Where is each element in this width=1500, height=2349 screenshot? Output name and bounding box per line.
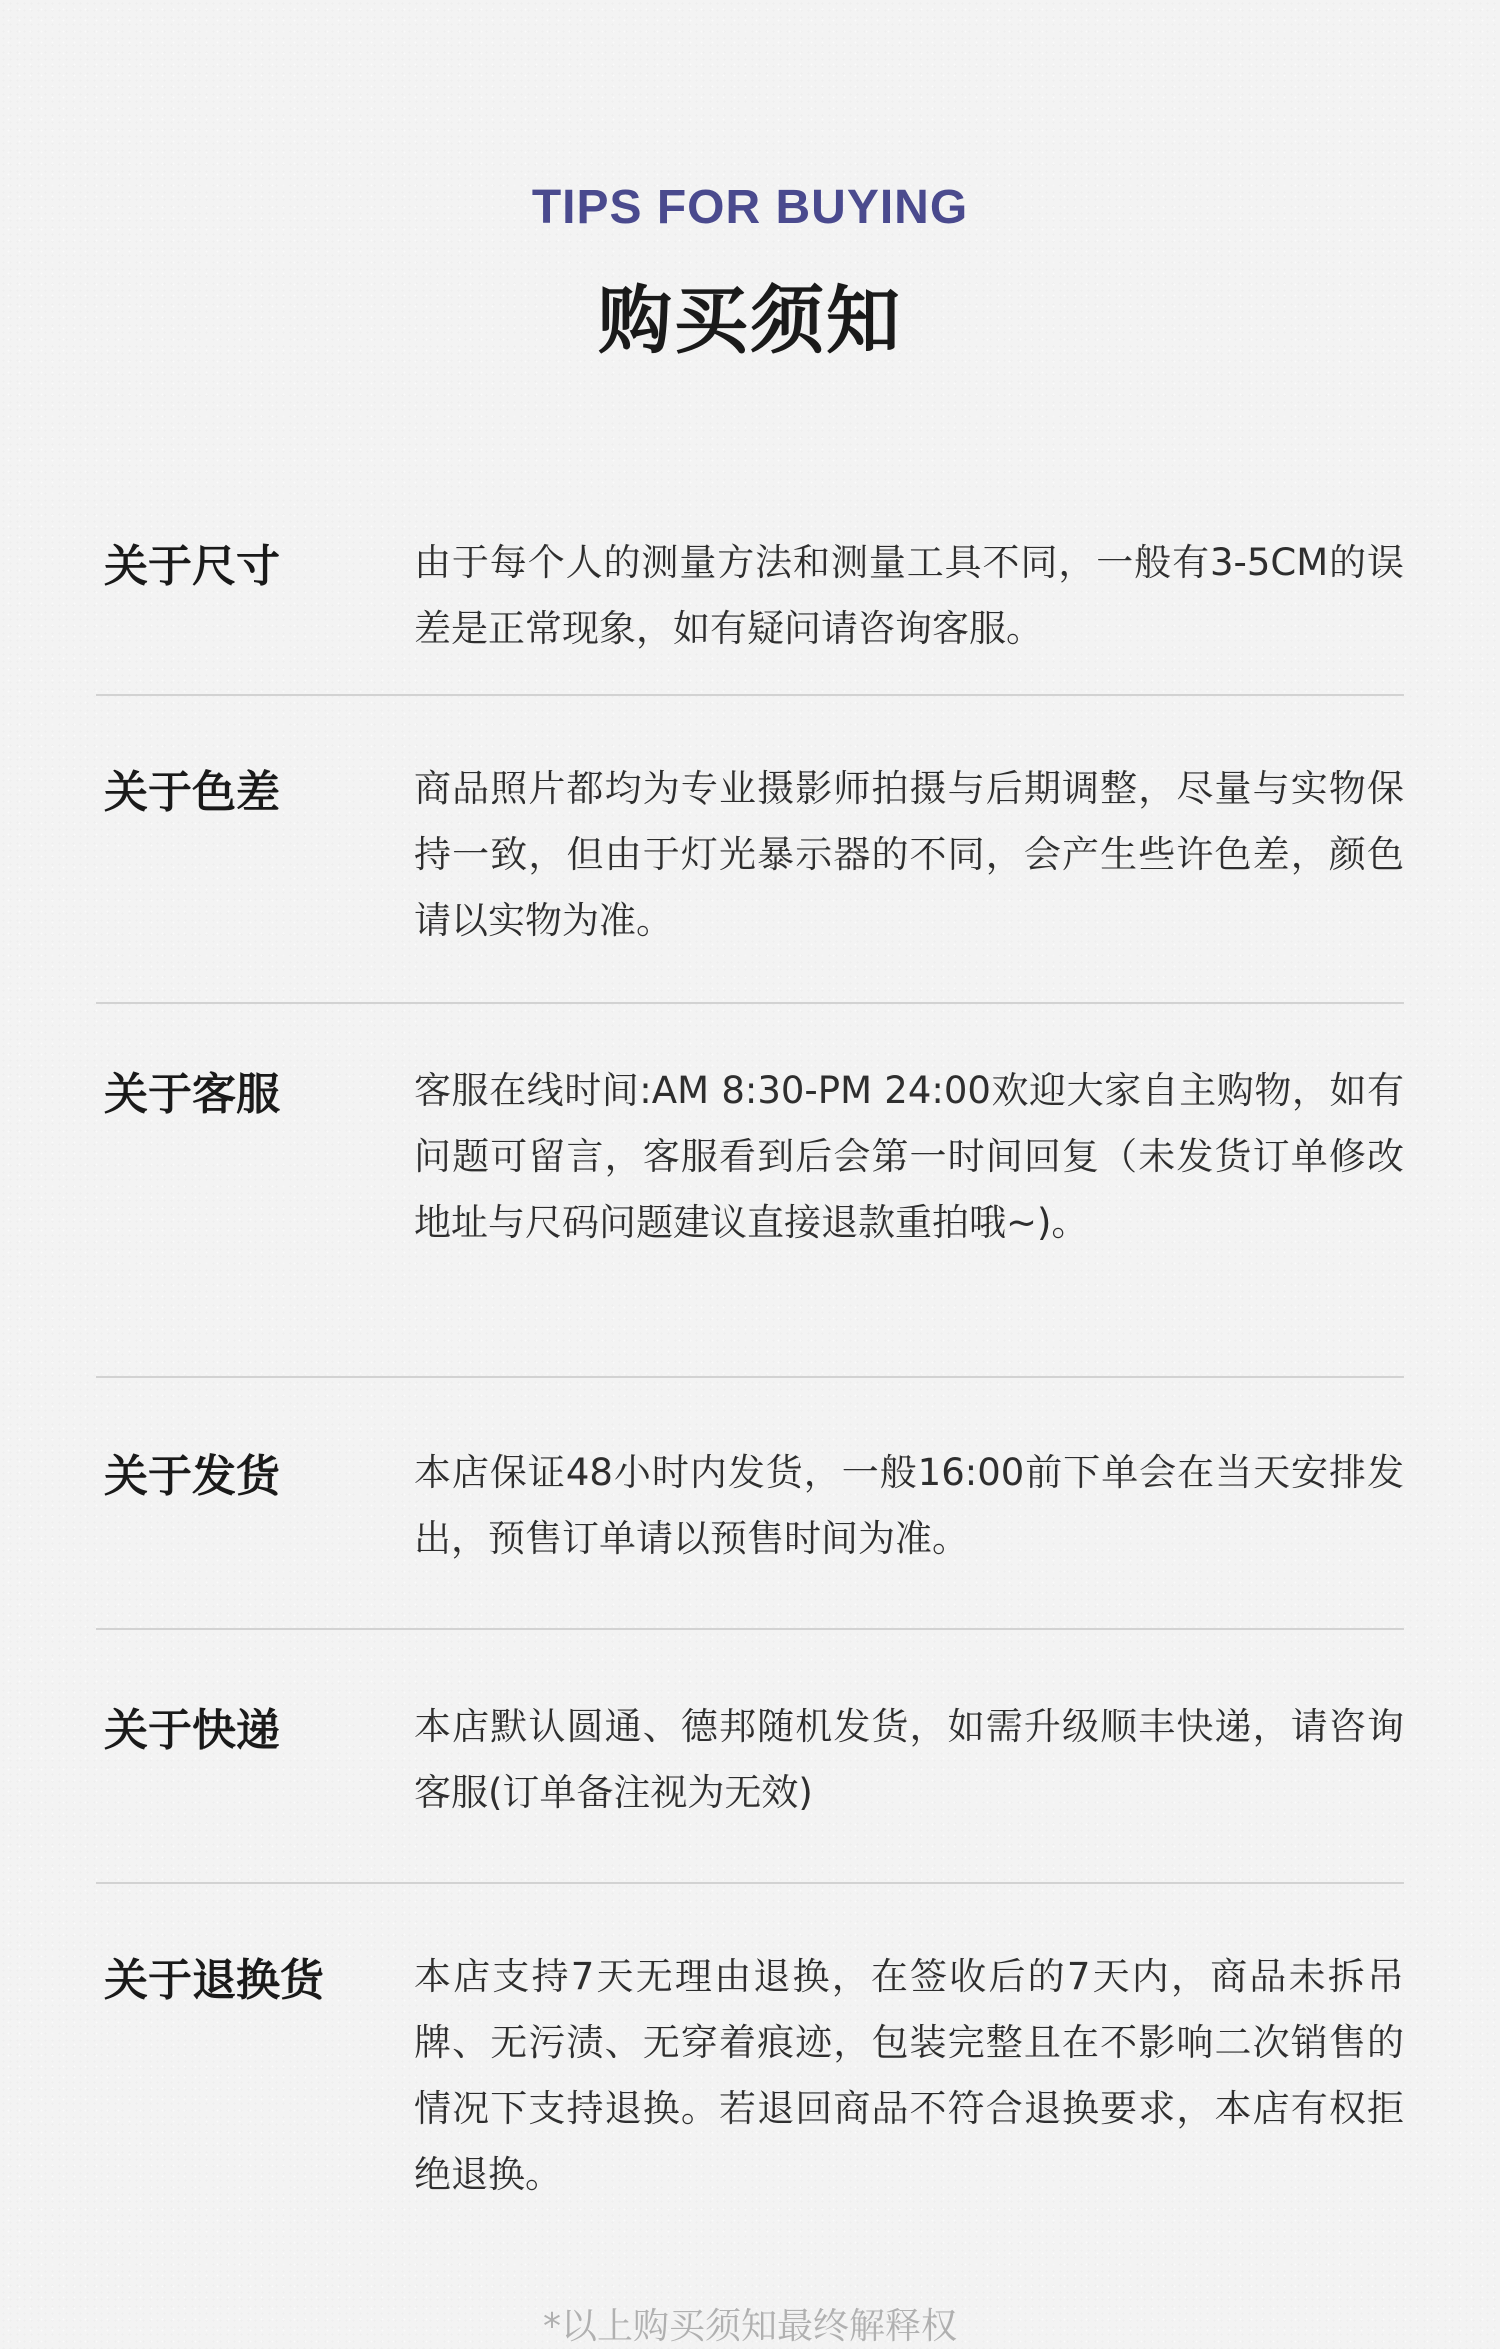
divider (96, 1882, 1404, 1884)
section-text: 商品照片都均为专业摄影师拍摄与后期调整，尽量与实物保持一致，但由于灯光暴示器的不同，会产生些许色差，颜色请以实物为准。 (414, 767, 1404, 942)
divider (96, 1002, 1404, 1004)
divider (96, 1628, 1404, 1630)
page-title: 购买须知 (598, 278, 902, 364)
section-label: 关于快递 (104, 1705, 280, 1756)
section-text: 本店默认圆通、德邦随机发货，如需升级顺丰快递，请咨询客服(订单备注视为无效) (414, 1705, 1404, 1814)
section-label: 关于色差 (104, 767, 280, 818)
section-text: 客服在线时间:AM 8:30-PM 24:00欢迎大家自主购物，如有问题可留言，客服看到后会第一时间回复（未发货订单修改地址与尺码问题建议直接退款重拍哦~)。 (414, 1069, 1404, 1244)
section-label: 关于尺寸 (104, 541, 280, 592)
section-label: 关于客服 (104, 1069, 280, 1120)
footer-note: *以上购买须知最终解释权 (542, 2306, 957, 2347)
section-label: 关于发货 (104, 1451, 280, 1502)
divider (96, 694, 1404, 696)
section-text: 本店支持7天无理由退换，在签收后的7天内，商品未拆吊牌、无污渍、无穿着痕迹，包装完整且在不影响二次销售的情况下支持退换。若退回商品不符合退换要求，本店有权拒绝退换。 (414, 1955, 1404, 2196)
section-text: 本店保证48小时内发货，一般16:00前下单会在当天安排发出，预售订单请以预售时间为准。 (414, 1451, 1404, 1560)
section-text: 由于每个人的测量方法和测量工具不同，一般有3-5CM的误差是正常现象，如有疑问请咨询客服。 (414, 541, 1404, 650)
section-label: 关于退换货 (104, 1955, 324, 2006)
header-subtitle-en: TIPS FOR BUYING (531, 181, 969, 234)
divider (96, 1376, 1404, 1378)
